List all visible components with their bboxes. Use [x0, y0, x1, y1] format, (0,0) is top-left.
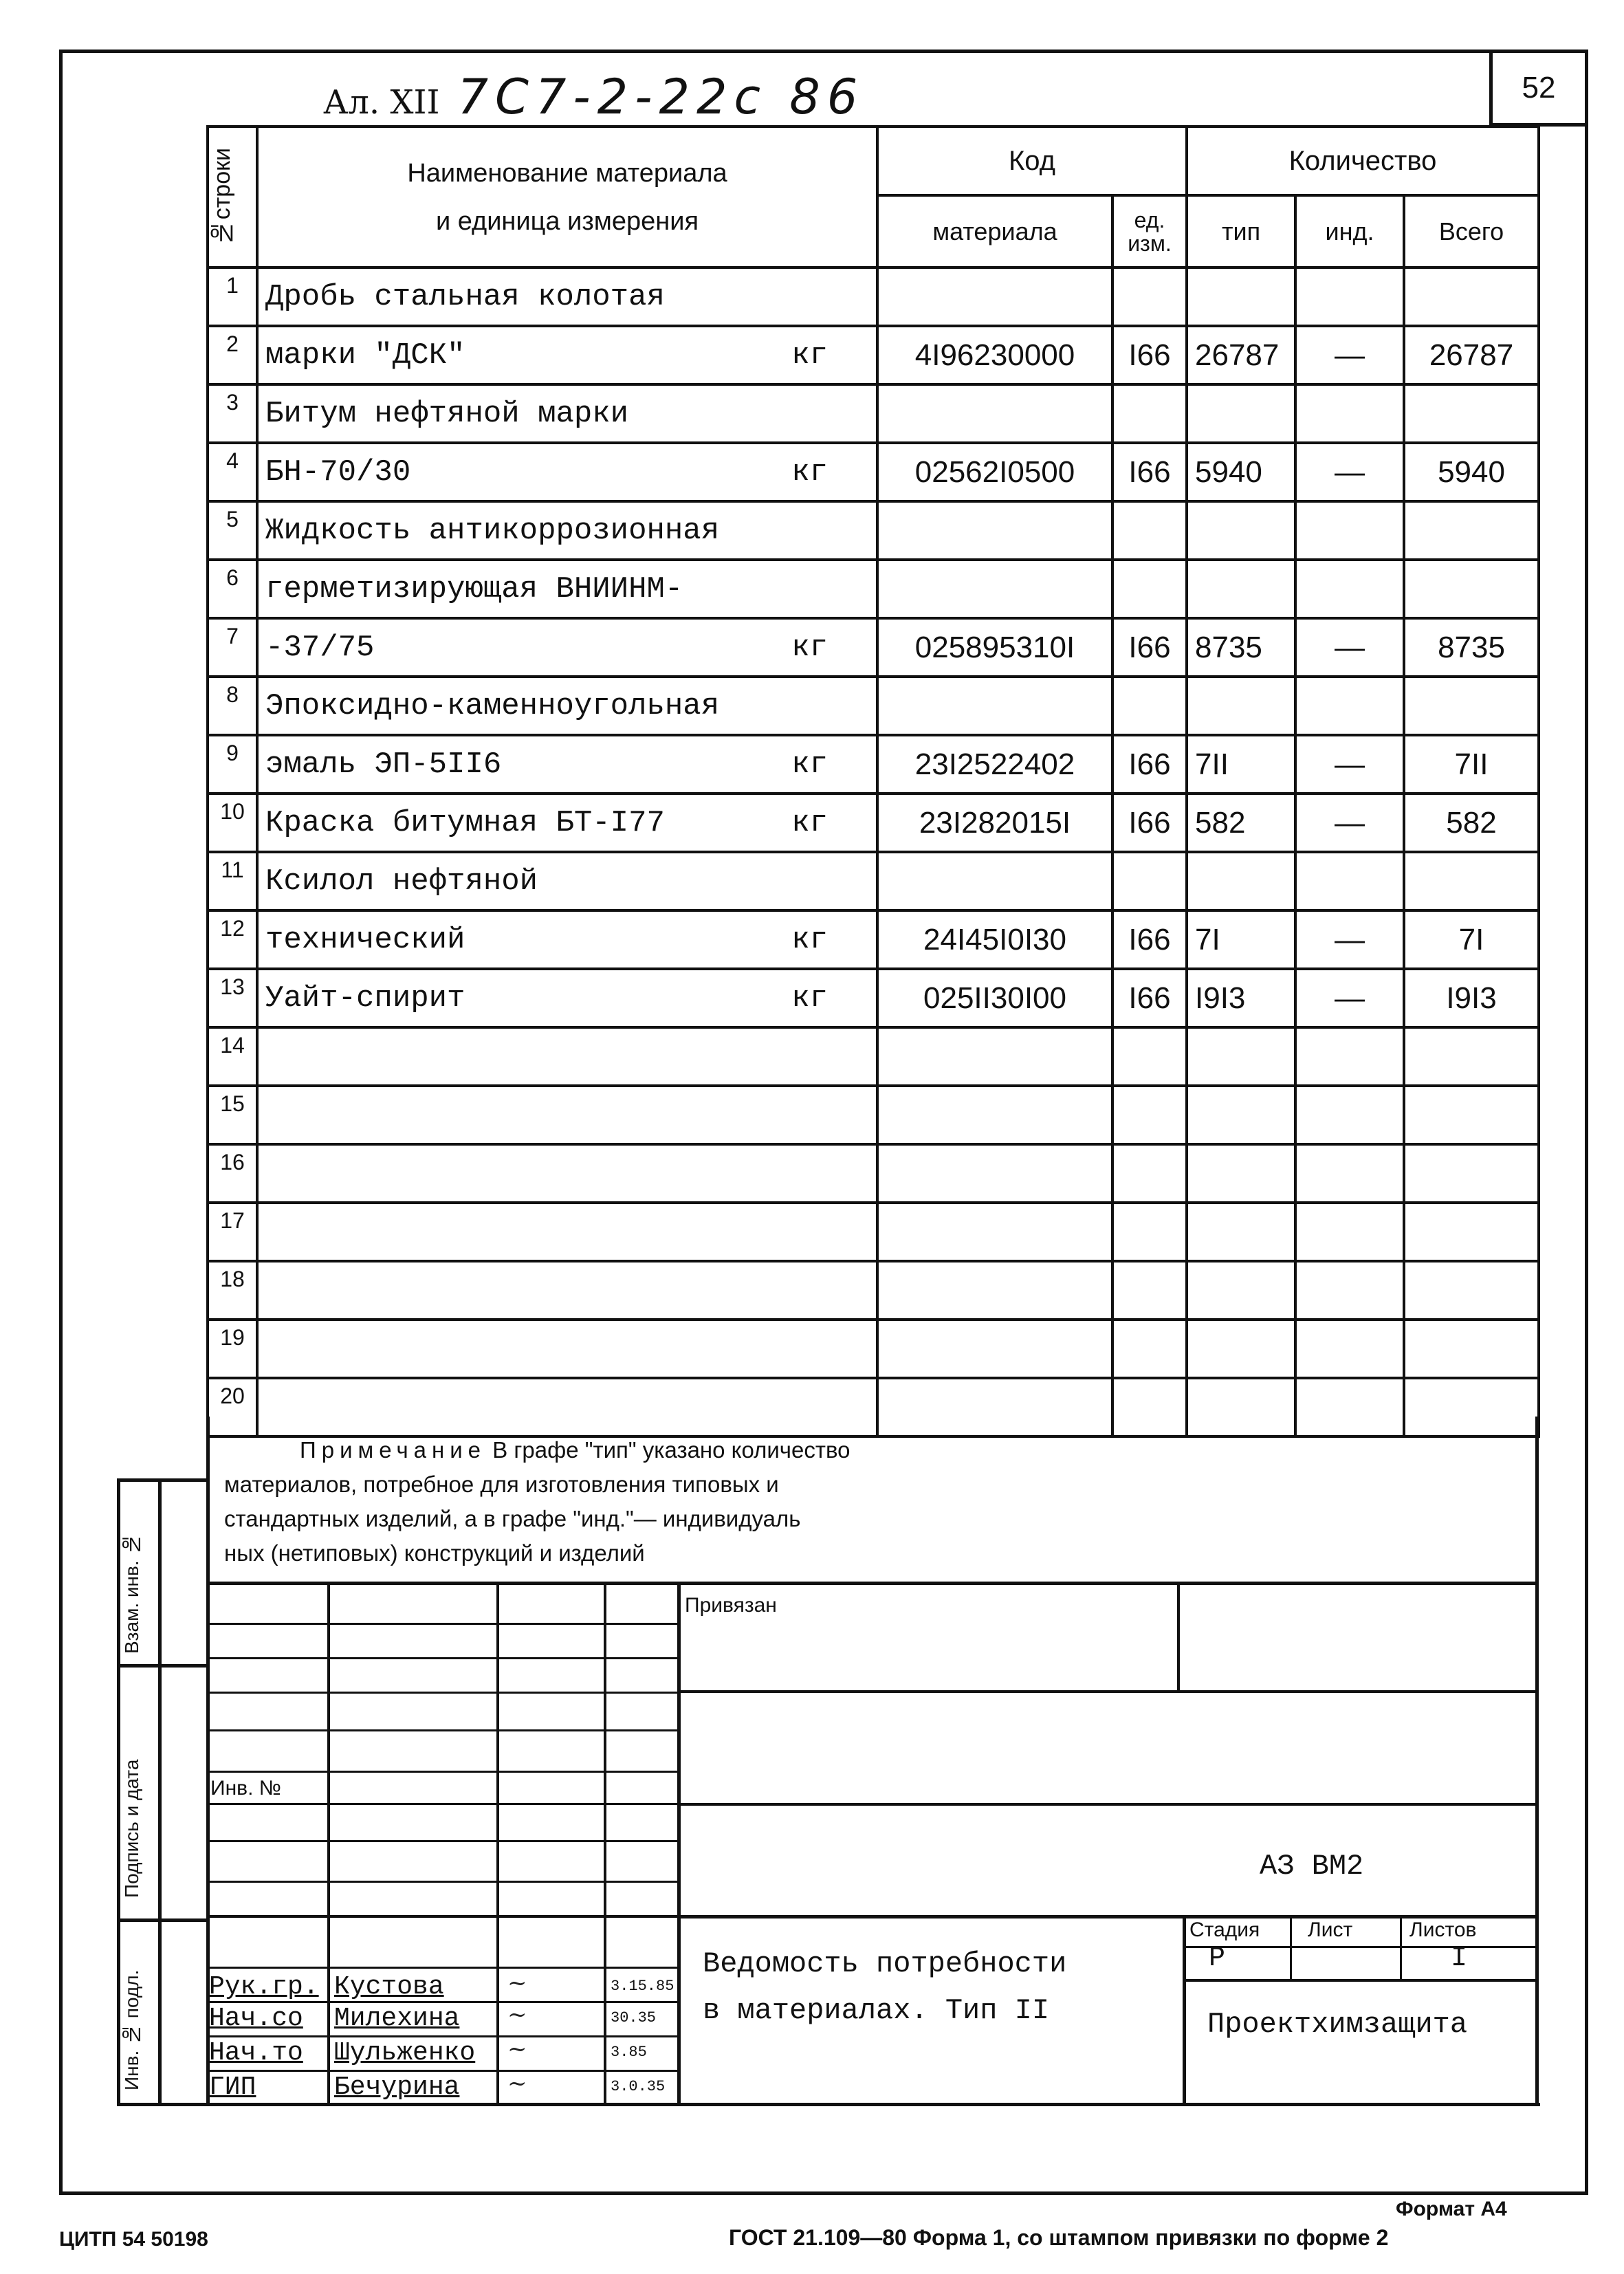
material-code: [877, 1086, 1112, 1144]
material-code: 025II30I00: [877, 969, 1112, 1027]
qty-total: [1404, 1027, 1539, 1086]
row-number: 14: [208, 1027, 257, 1086]
qty-total: [1404, 852, 1539, 910]
qty-ind: [1295, 1203, 1404, 1261]
row-number: 13: [208, 969, 257, 1027]
qty-ind: [1295, 501, 1404, 560]
row-number: 4: [208, 443, 257, 501]
qty-type: [1187, 560, 1295, 618]
qty-total: [1404, 267, 1539, 326]
qty-type: 582: [1187, 794, 1295, 852]
unit-label: кг: [791, 922, 828, 957]
row-number: 11: [208, 852, 257, 910]
unit-code: [1112, 560, 1187, 618]
header-quantity: Количество: [1187, 127, 1539, 195]
unit-label: кг: [791, 630, 828, 665]
material-code: [877, 677, 1112, 735]
note-label: Примечание: [300, 1437, 487, 1463]
material-code: 24I45I0I30: [877, 910, 1112, 969]
table-row: [208, 1027, 1539, 1086]
qty-ind: [1295, 1144, 1404, 1203]
unit-code: I66: [1112, 326, 1187, 384]
material-name-text: -37/75: [265, 630, 375, 665]
signer-name: Милехина: [334, 2004, 460, 2033]
qty-ind: —: [1295, 794, 1404, 852]
row-number: 6: [208, 560, 257, 618]
material-name: [257, 969, 877, 1027]
qty-type: 5940: [1187, 443, 1295, 501]
qty-type: [1187, 267, 1295, 326]
qty-total: [1404, 1086, 1539, 1144]
inv-no-label: Инв. №: [210, 1777, 281, 1800]
document-designation: [323, 69, 864, 125]
row-number: 7: [208, 618, 257, 677]
unit-label: кг: [791, 338, 828, 373]
signer-date: 3.0.35: [611, 2078, 666, 2095]
unit-code: I66: [1112, 969, 1187, 1027]
header-ind: инд.: [1295, 195, 1404, 267]
material-name-text: герметизирующая ВНИИНМ-: [265, 571, 683, 606]
table-row: [208, 443, 1539, 501]
table-row: [208, 267, 1539, 326]
unit-code: [1112, 1203, 1187, 1261]
side-label-podpis: Подпись и дата: [121, 1759, 142, 1898]
material-code: [877, 560, 1112, 618]
material-name-text: Эпоксидно-каменноугольная: [265, 688, 720, 723]
qty-total: 7I: [1404, 910, 1539, 969]
table-row: [208, 677, 1539, 735]
unit-label: кг: [791, 805, 828, 840]
unit-label: кг: [791, 981, 828, 1016]
qty-total: 26787: [1404, 326, 1539, 384]
material-code: 02562I0500: [877, 443, 1112, 501]
qty-type: 26787: [1187, 326, 1295, 384]
privyazan-label: Привязан: [685, 1594, 777, 1617]
material-code: [877, 384, 1112, 443]
qty-ind: —: [1295, 326, 1404, 384]
qty-total: [1404, 1261, 1539, 1320]
signer-role: ГИП: [209, 2073, 256, 2102]
signer-date: 3.85: [611, 2044, 647, 2061]
qty-total: [1404, 1144, 1539, 1203]
organization: Проектхимзащита: [1207, 2008, 1468, 2041]
material-code: [877, 1320, 1112, 1378]
signer-name: Шульженко: [334, 2038, 476, 2068]
unit-code: [1112, 384, 1187, 443]
row-number: 19: [208, 1320, 257, 1378]
designation-code: 7С7-2-22с 86: [457, 69, 865, 125]
qty-ind: [1295, 677, 1404, 735]
row-number: 2: [208, 326, 257, 384]
material-code: [877, 1203, 1112, 1261]
material-name: [257, 560, 877, 618]
sheets-label: Листов: [1409, 1918, 1477, 1941]
signer-role: Рук.гр.: [209, 1972, 319, 2002]
unit-code: [1112, 501, 1187, 560]
table-row: [208, 1203, 1539, 1261]
qty-total: 5940: [1404, 443, 1539, 501]
unit-code: I66: [1112, 618, 1187, 677]
row-number: 16: [208, 1144, 257, 1203]
qty-type: [1187, 677, 1295, 735]
qty-type: 7I: [1187, 910, 1295, 969]
qty-type: I9I3: [1187, 969, 1295, 1027]
qty-ind: —: [1295, 735, 1404, 794]
material-code: 23I282015I: [877, 794, 1112, 852]
table-row: [208, 384, 1539, 443]
unit-code: [1112, 1378, 1187, 1436]
qty-total: 8735: [1404, 618, 1539, 677]
note: [224, 1433, 1462, 1571]
sheet-label: Лист: [1308, 1918, 1353, 1941]
qty-type: [1187, 852, 1295, 910]
table-row: [208, 326, 1539, 384]
signer-date: 30.35: [611, 2009, 657, 2026]
header-name: Наименование материала и единица измерения: [257, 127, 877, 267]
table-row: [208, 969, 1539, 1027]
unit-code: I66: [1112, 794, 1187, 852]
header-total: Всего: [1404, 195, 1539, 267]
qty-ind: [1295, 384, 1404, 443]
material-name: [257, 1203, 877, 1261]
material-name-text: марки "ДСК": [265, 338, 465, 373]
qty-type: [1187, 1261, 1295, 1320]
side-label-inv: Инв. № подл.: [121, 1969, 142, 2090]
material-code: 4I96230000: [877, 326, 1112, 384]
qty-total: [1404, 677, 1539, 735]
qty-ind: [1295, 267, 1404, 326]
material-code: 23I2522402: [877, 735, 1112, 794]
unit-code: I66: [1112, 443, 1187, 501]
material-name: [257, 1320, 877, 1378]
qty-ind: [1295, 1320, 1404, 1378]
table-row: [208, 1261, 1539, 1320]
material-name: [257, 1086, 877, 1144]
qty-total: 7II: [1404, 735, 1539, 794]
qty-ind: [1295, 1027, 1404, 1086]
qty-ind: —: [1295, 618, 1404, 677]
unit-code: [1112, 1144, 1187, 1203]
row-number: 18: [208, 1261, 257, 1320]
material-code: [877, 852, 1112, 910]
row-number: 1: [208, 267, 257, 326]
qty-total: [1404, 1378, 1539, 1436]
unit-code: [1112, 852, 1187, 910]
material-name-text: Ксилол нефтяной: [265, 864, 538, 899]
signer-date: 3.15.85: [611, 1978, 674, 1995]
row-number: 12: [208, 910, 257, 969]
qty-type: [1187, 1378, 1295, 1436]
material-name: [257, 852, 877, 910]
table-row: [208, 735, 1539, 794]
unit-code: [1112, 1320, 1187, 1378]
qty-type: [1187, 501, 1295, 560]
table-row: [208, 501, 1539, 560]
material-name: [257, 384, 877, 443]
material-name: [257, 618, 877, 677]
signature-mark: ~: [507, 2001, 527, 2029]
qty-ind: [1295, 1086, 1404, 1144]
material-code: [877, 267, 1112, 326]
signature-mark: ~: [507, 1969, 527, 1997]
unit-label: кг: [791, 747, 828, 782]
qty-ind: —: [1295, 910, 1404, 969]
unit-code: [1112, 677, 1187, 735]
material-name: [257, 1378, 877, 1436]
material-name: [257, 1261, 877, 1320]
qty-total: [1404, 1203, 1539, 1261]
table-row: [208, 852, 1539, 910]
note-text-1: В графе "тип" указано количество: [492, 1437, 851, 1463]
qty-total: [1404, 384, 1539, 443]
table-row: [208, 618, 1539, 677]
qty-type: [1187, 1144, 1295, 1203]
qty-total: [1404, 560, 1539, 618]
qty-ind: —: [1295, 443, 1404, 501]
qty-ind: [1295, 852, 1404, 910]
qty-type: 8735: [1187, 618, 1295, 677]
unit-code: I66: [1112, 910, 1187, 969]
header-type: тип: [1187, 195, 1295, 267]
qty-ind: —: [1295, 969, 1404, 1027]
material-name-text: эмаль ЭП-5II6: [265, 747, 502, 782]
material-name: [257, 326, 877, 384]
qty-total: 582: [1404, 794, 1539, 852]
signer-name: Бечурина: [334, 2073, 460, 2102]
table-row: [208, 910, 1539, 969]
unit-code: [1112, 1086, 1187, 1144]
table-row: [208, 1378, 1539, 1436]
qty-type: 7II: [1187, 735, 1295, 794]
unit-label: кг: [791, 455, 828, 490]
row-number: 3: [208, 384, 257, 443]
unit-code: [1112, 1261, 1187, 1320]
material-name-text: Дробь стальная колотая: [265, 279, 665, 314]
header-code: Код: [877, 127, 1187, 195]
material-name: [257, 677, 877, 735]
stage-value: Р: [1209, 1943, 1226, 1974]
footer-right: ГОСТ 21.109—80 Форма 1, со штампом привязки по форме 2: [729, 2225, 1389, 2250]
qty-total: [1404, 1320, 1539, 1378]
material-name-text: Краска битумная БТ-I77: [265, 805, 665, 840]
material-name-text: Жидкость антикоррозионная: [265, 513, 720, 548]
material-code: [877, 1378, 1112, 1436]
doc-title-line-1: Ведомость потребности: [703, 1947, 1067, 1980]
qty-type: [1187, 1086, 1295, 1144]
note-text-4: ных (нетиповых) конструкций и изделий: [224, 1540, 645, 1566]
qty-total: I9I3: [1404, 969, 1539, 1027]
signer-role: Нач.то: [209, 2038, 303, 2068]
table-row: [208, 560, 1539, 618]
material-name-text: Уайт-спирит: [265, 981, 465, 1016]
material-code: 025895310I: [877, 618, 1112, 677]
material-name-text: БН-70/30: [265, 455, 411, 490]
header-unit-code: ед. изм.: [1112, 195, 1187, 267]
unit-code: [1112, 1027, 1187, 1086]
material-name: [257, 501, 877, 560]
material-name: [257, 910, 877, 969]
qty-ind: [1295, 1378, 1404, 1436]
material-name: [257, 794, 877, 852]
note-text-3: стандартных изделий, а в графе "инд."— индивидуаль: [224, 1506, 801, 1531]
format-label: Формат А4: [1396, 2198, 1507, 2220]
material-name: [257, 735, 877, 794]
unit-code: [1112, 267, 1187, 326]
material-code: [877, 1027, 1112, 1086]
qty-total: [1404, 501, 1539, 560]
header-row-no: №строки: [208, 127, 257, 267]
row-number: 5: [208, 501, 257, 560]
material-name: [257, 443, 877, 501]
signer-role: Нач.со: [209, 2004, 303, 2033]
row-number: 10: [208, 794, 257, 852]
signer-name: Кустова: [334, 1972, 444, 2002]
unit-code: I66: [1112, 735, 1187, 794]
sheets-value: I: [1451, 1943, 1468, 1974]
material-name: [257, 267, 877, 326]
qty-type: [1187, 1203, 1295, 1261]
footer-left: ЦИТП 54 50198: [59, 2228, 208, 2251]
row-number: 15: [208, 1086, 257, 1144]
qty-type: [1187, 1320, 1295, 1378]
table-row: [208, 1086, 1539, 1144]
qty-type: [1187, 384, 1295, 443]
row-number: 17: [208, 1203, 257, 1261]
signature-mark: ~: [507, 2035, 527, 2063]
material-code: [877, 1261, 1112, 1320]
table-row: [208, 1144, 1539, 1203]
material-code: [877, 1144, 1112, 1203]
sheet-number: 52: [1489, 50, 1588, 127]
material-name: [257, 1027, 877, 1086]
stage-label: Стадия: [1189, 1918, 1260, 1941]
designation-prefix: Ал. XII: [323, 83, 440, 122]
material-name-text: Битум нефтяной марки: [265, 396, 629, 431]
doc-title-line-2: в материалах. Тип II: [703, 1994, 1050, 2027]
material-name-text: технический: [265, 922, 465, 957]
table-row: [208, 1320, 1539, 1378]
row-number: 8: [208, 677, 257, 735]
side-label-vzam: Взам. инв. №: [121, 1533, 142, 1654]
material-name: [257, 1144, 877, 1203]
material-code: [877, 501, 1112, 560]
qty-ind: [1295, 1261, 1404, 1320]
header-material-code: материала: [877, 195, 1112, 267]
qty-ind: [1295, 560, 1404, 618]
row-number: 20: [208, 1378, 257, 1436]
table-row: [208, 794, 1539, 852]
signature-mark: ~: [507, 2070, 527, 2097]
materials-table: [206, 125, 1540, 1438]
qty-type: [1187, 1027, 1295, 1086]
note-text-2: материалов, потребное для изготовления типовых и: [224, 1472, 779, 1497]
row-number: 9: [208, 735, 257, 794]
doc-code: АЗ ВМ2: [1260, 1850, 1364, 1883]
